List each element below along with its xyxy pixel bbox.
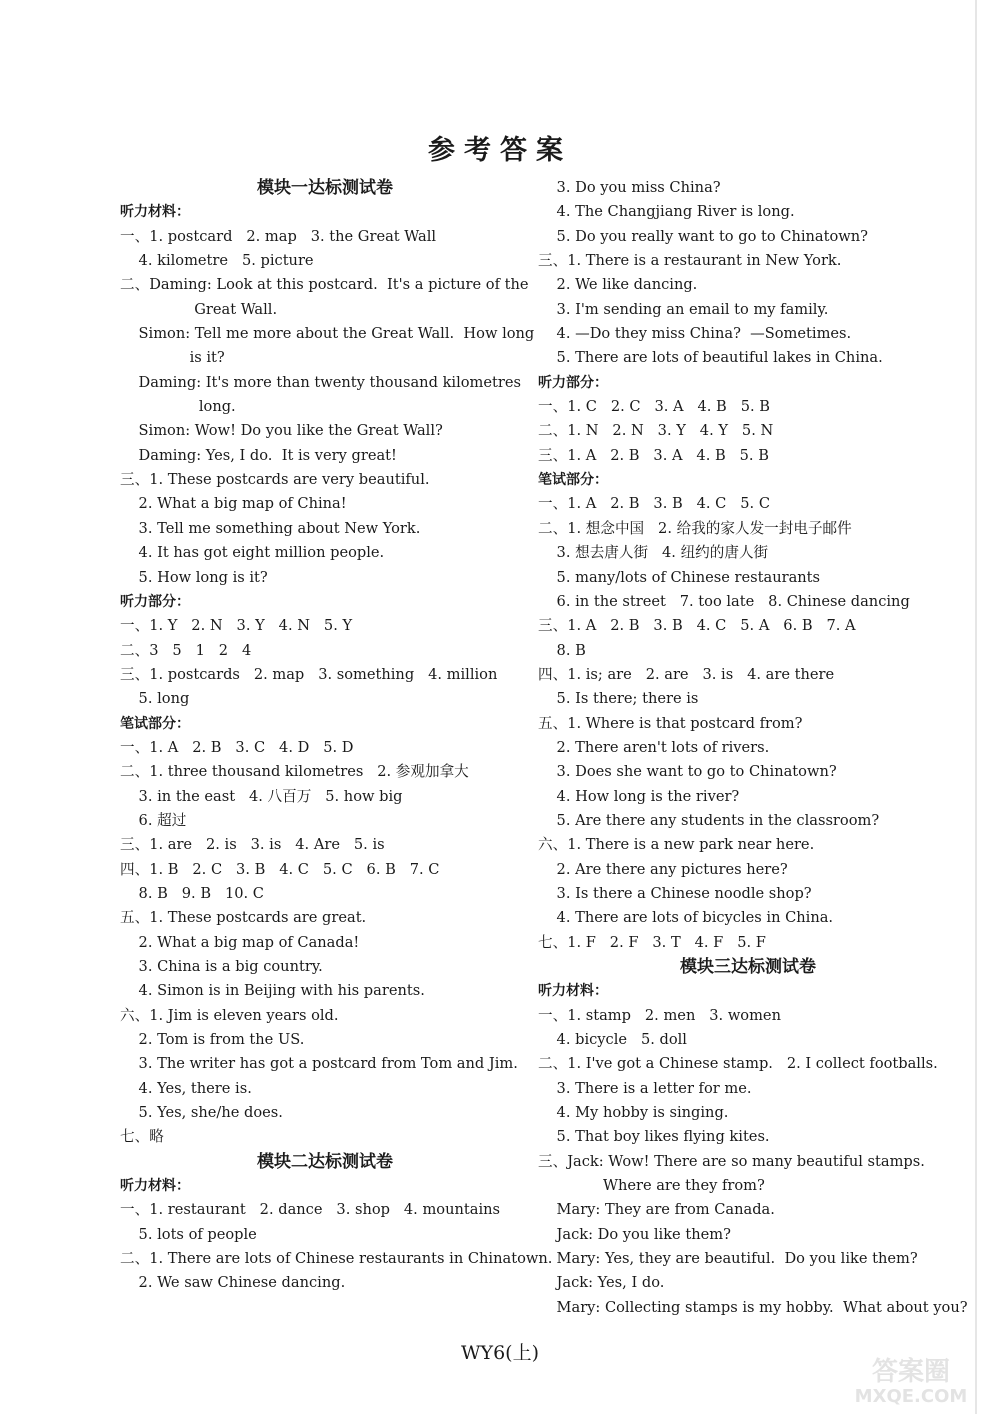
subsection-label: 笔试部分：	[538, 472, 608, 489]
answer-line: 3. There is a letter for me.	[538, 1079, 752, 1097]
answer-line: 五、1. Where is that postcard from?	[538, 714, 803, 732]
answer-line: 二、Daming: Look at this postcard. It's a picture of the	[120, 276, 529, 294]
answer-line: 四、1. is; are 2. are 3. is 4. are there	[538, 665, 835, 683]
page-edge-line	[975, 0, 977, 1414]
answer-line: 三、1. A 2. B 3. A 4. B 5. B	[538, 446, 769, 464]
answer-line: 3. China is a big country.	[120, 958, 323, 975]
answer-line: 四、1. B 2. C 3. B 4. C 5. C 6. B 7. C	[120, 860, 440, 878]
answer-line: 七、1. F 2. F 3. T 4. F 5. F	[538, 933, 766, 951]
answer-line: 4. How long is the river?	[538, 787, 740, 805]
answer-line: 4. The Changjiang River is long.	[538, 203, 795, 221]
answer-line: 2. We like dancing.	[538, 276, 698, 294]
answer-line: 二、1. 想念中国 2. 给我的家人发一封电子邮件	[538, 519, 852, 537]
subsection-label: 听力材料：	[120, 204, 190, 221]
page-title: 参考答案	[428, 135, 572, 166]
answer-line: 4. There are lots of bicycles in China.	[538, 909, 834, 927]
answer-line: 3. Tell me something about New York.	[120, 519, 421, 537]
answer-line: 一、1. A 2. B 3. B 4. C 5. C	[538, 495, 770, 513]
answer-line: 5. Are there any students in the classroom?	[538, 811, 880, 829]
answer-line: 2. What a big map of China!	[120, 495, 347, 513]
answer-line: 2. Are there any pictures here?	[538, 860, 788, 878]
answer-line: 一、1. postcard 2. map 3. the Great Wall	[120, 227, 437, 245]
section-heading: 模块一达标测试卷	[257, 178, 393, 198]
answer-line: 6. 超过	[120, 811, 187, 829]
right-column	[538, 176, 968, 1320]
answer-line: is it?	[120, 349, 225, 367]
answer-line: 4. Simon is in Beijing with his parents.	[120, 982, 425, 1000]
subsection-label: 听力部分：	[538, 374, 608, 391]
answer-line: 五、1. These postcards are great.	[120, 909, 367, 927]
answer-line: Mary: They are from Canada.	[538, 1201, 775, 1219]
left-column	[120, 176, 553, 1296]
answer-line: 三、Jack: Wow! There are so many beautiful stamps.	[538, 1152, 925, 1170]
watermark-text: 答案圈	[871, 1357, 951, 1387]
answer-line: 5. many/lots of Chinese restaurants	[538, 568, 821, 586]
answer-line: 六、1. Jim is eleven years old.	[120, 1006, 339, 1024]
answer-line: Daming: Yes, I do. It is very great!	[120, 446, 397, 464]
answer-line: 一、1. C 2. C 3. A 4. B 5. B	[538, 398, 770, 416]
answer-line: 5. lots of people	[120, 1225, 257, 1243]
section-heading: 模块二达标测试卷	[257, 1151, 393, 1172]
watermark-logo	[826, 1350, 996, 1408]
subsection-label: 笔试部分：	[120, 715, 190, 732]
answer-line: 二、1. N 2. N 3. Y 4. Y 5. N	[538, 422, 774, 440]
answer-line: Jack: Do you like them?	[538, 1225, 731, 1243]
answer-line: Where are they from?	[538, 1177, 765, 1195]
answer-line: 三、1. are 2. is 3. is 4. Are 5. is	[120, 836, 385, 854]
watermark-url: MXQE.COM	[854, 1386, 968, 1407]
answer-line: Simon: Wow! Do you like the Great Wall?	[120, 422, 443, 440]
answer-line: 二、1. three thousand kilometres 2. 参观加拿大	[120, 763, 469, 781]
answer-line: 8. B 9. B 10. C	[120, 884, 264, 902]
answer-line: 3. 想去唐人街 4. 纽约的唐人街	[538, 544, 769, 562]
answer-line: Jack: Yes, I do.	[538, 1274, 665, 1292]
answer-line: 二、1. There are lots of Chinese restaurants in Chinatown.	[120, 1250, 553, 1268]
answer-line: 5. Do you really want to go to Chinatown?	[538, 227, 868, 245]
answer-line: Daming: It's more than twenty thousand kilometres	[120, 373, 521, 391]
answer-line: 4. It has got eight million people.	[120, 544, 385, 562]
answer-line: 4. kilometre 5. picture	[120, 252, 314, 270]
subsection-label: 听力材料：	[120, 1178, 190, 1195]
answer-line: Simon: Tell me more about the Great Wall. How long	[120, 325, 535, 343]
answer-line: 5. How long is it?	[120, 568, 268, 586]
answer-line: 二、1. I've got a Chinese stamp. 2. I collect footballs.	[538, 1055, 938, 1073]
answer-line: 2. What a big map of Canada!	[120, 933, 360, 951]
answer-line: 4. bicycle 5. doll	[538, 1031, 687, 1049]
answer-line: 4. My hobby is singing.	[538, 1104, 729, 1122]
answer-line: 2. We saw Chinese dancing.	[120, 1274, 346, 1292]
answer-line: 三、1. postcards 2. map 3. something 4. million	[120, 665, 498, 683]
answer-line: 5. long	[120, 690, 190, 708]
answer-line: 三、1. There is a restaurant in New York.	[538, 252, 842, 270]
answer-line: 3. Is there a Chinese noodle shop?	[538, 884, 812, 902]
answer-line: 3. The writer has got a postcard from Tom and Jim.	[120, 1055, 518, 1073]
answer-line: 二、3 5 1 2 4	[120, 641, 252, 659]
answer-line: 4. —Do they miss China? —Sometimes.	[538, 325, 852, 343]
answer-line: 一、1. Y 2. N 3. Y 4. N 5. Y	[120, 617, 353, 635]
page-footer: WY6(上)	[461, 1342, 539, 1364]
answer-line: 5. Yes, she/he does.	[120, 1104, 283, 1122]
answer-line: 三、1. A 2. B 3. B 4. C 5. A 6. B 7. A	[538, 617, 856, 635]
answer-line: 3. Do you miss China?	[538, 179, 721, 196]
subsection-label: 听力部分：	[120, 593, 190, 610]
answer-line: 七、略	[120, 1128, 164, 1146]
answer-line: 6. in the street 7. too late 8. Chinese dancing	[538, 592, 910, 610]
answer-line: 2. Tom is from the US.	[120, 1031, 305, 1049]
answer-line: 3. I'm sending an email to my family.	[538, 300, 829, 318]
answer-line: Mary: Collecting stamps is my hobby. What about you?	[538, 1298, 968, 1316]
answer-line: 3. Does she want to go to Chinatown?	[538, 763, 837, 781]
answer-line: 5. There are lots of beautiful lakes in China.	[538, 349, 883, 367]
answer-line: long.	[120, 398, 236, 416]
answer-line: 一、1. stamp 2. men 3. women	[538, 1006, 781, 1024]
subsection-label: 听力材料：	[538, 983, 608, 1000]
answer-line: 3. in the east 4. 八百万 5. how big	[120, 787, 403, 805]
answer-line: 六、1. There is a new park near here.	[538, 836, 815, 854]
answer-line: Great Wall.	[120, 300, 278, 318]
answer-line: 一、1. restaurant 2. dance 3. shop 4. mountains	[120, 1201, 501, 1219]
answer-line: Mary: Yes, they are beautiful. Do you like them?	[538, 1250, 918, 1268]
answer-line: 4. Yes, there is.	[120, 1079, 252, 1097]
section-heading: 模块三达标测试卷	[680, 957, 816, 977]
answer-line: 5. Is there; there is	[538, 690, 699, 708]
answer-line: 8. B	[538, 641, 586, 659]
answer-line: 一、1. A 2. B 3. C 4. D 5. D	[120, 738, 354, 756]
answer-line: 2. There aren't lots of rivers.	[538, 738, 770, 756]
answer-line: 三、1. These postcards are very beautiful.	[120, 471, 430, 489]
answer-line: 5. That boy likes flying kites.	[538, 1128, 770, 1146]
